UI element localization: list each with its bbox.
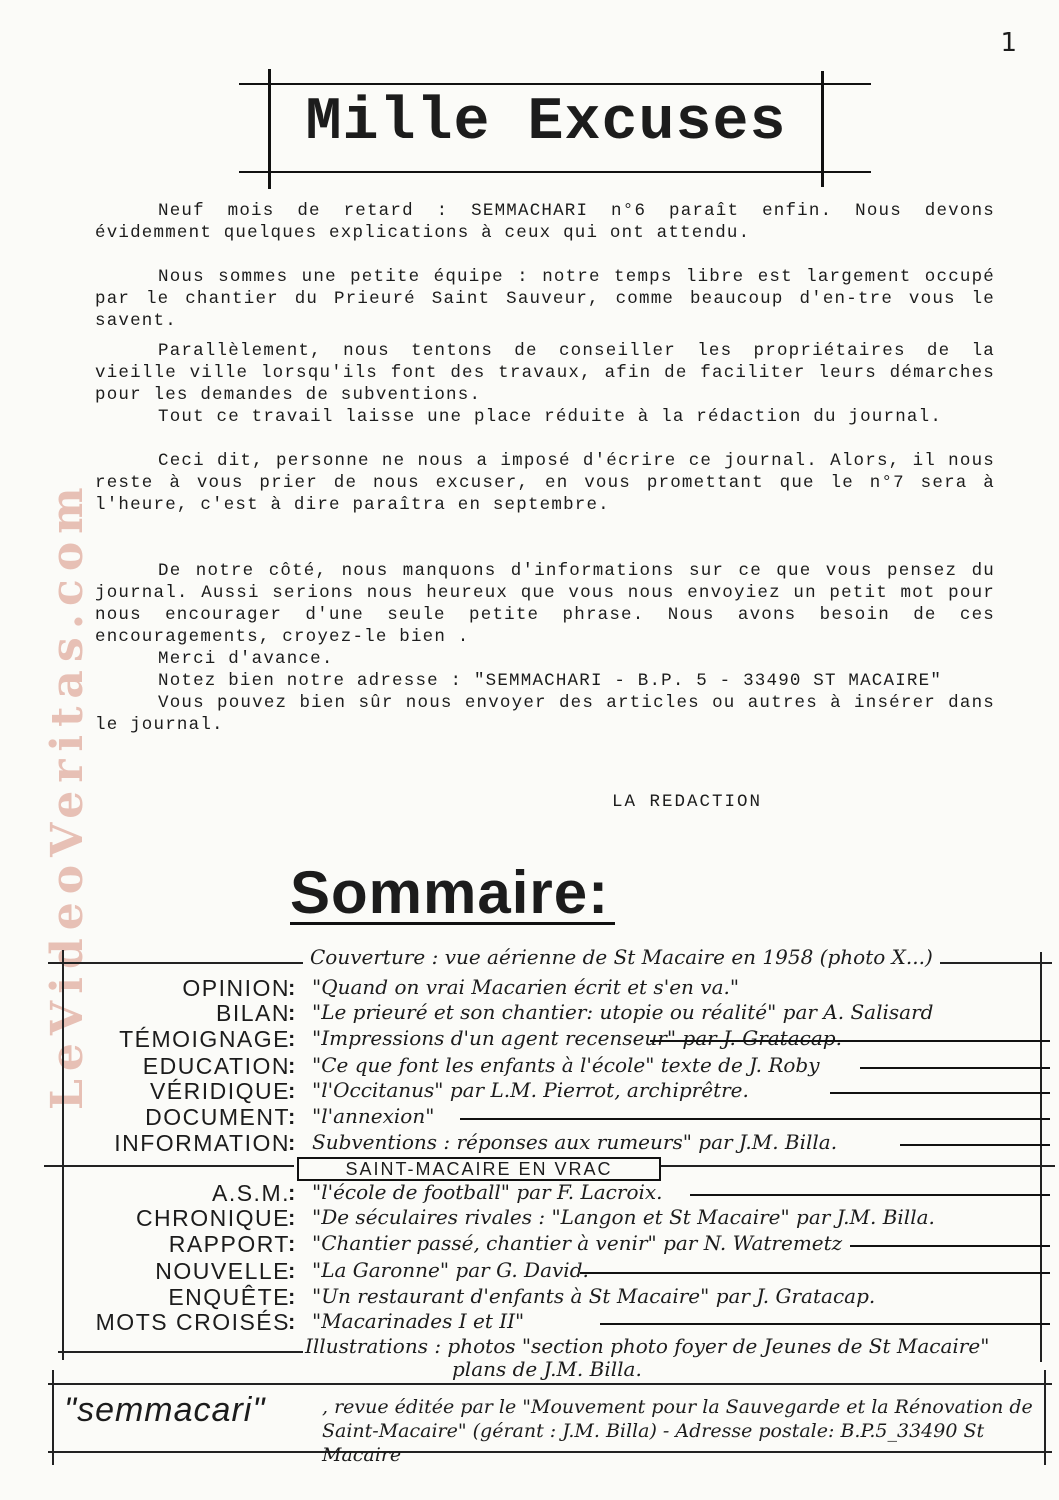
sommaire-underline — [290, 922, 615, 925]
sommaire-label: NOUVELLE — [155, 1258, 290, 1284]
sommaire-row: BILAN : "Le prieuré et son chantier: utopie ou réalité" par A. Salisard — [216, 1000, 934, 1026]
paragraph-work: Tout ce travail laisse une place réduite à la rédaction du journal. — [158, 407, 943, 427]
sommaire-label: MOTS CROISÉS — [95, 1309, 290, 1335]
sommaire-entry: "l'école de football" par F. Lacroix. — [312, 1180, 663, 1204]
page-number: 1 — [1000, 28, 1017, 58]
watermark: LeVideoVeritas.com — [42, 479, 93, 1110]
paragraph-articles: Vous pouvez bien sûr nous envoyer des articles ou autres à insérer dans le journal. — [95, 693, 995, 735]
paragraph-address: Notez bien notre adresse : "SEMMACHARI - B.P. 5 - 33490 ST MACAIRE" — [158, 671, 943, 691]
cover-caption: Couverture : vue aérienne de St Macaire en 1958 (photo X...) — [310, 945, 933, 969]
title-box — [268, 83, 824, 173]
sommaire-entry: "Chantier passé, chantier à venir" par N. Watremetz — [312, 1231, 843, 1255]
sommaire-row: DOCUMENT : "l'annexion" — [60, 1104, 1050, 1130]
illustrations-credit: Illustrations : photos "section photo foyer de Jeunes de St Macaire" — [305, 1334, 990, 1358]
page-title: Mille Excuses — [305, 89, 787, 157]
sommaire-entry: "Ce que font les enfants à l'école" texte de J. Roby — [312, 1053, 820, 1077]
sommaire-label: OPINION — [182, 975, 290, 1001]
sommaire-label: BILAN — [216, 1000, 290, 1026]
signature: LA REDACTION — [612, 792, 763, 812]
sommaire-label: DOCUMENT — [145, 1104, 290, 1130]
paragraph-advice: Parallèlement, nous tentons de conseiller les propriétaires de la vieille ville lorsqu'ils font des travaux, afin de faciliter leurs démarches pour les demandes de subventions. — [95, 341, 995, 405]
footer-box — [52, 1383, 1046, 1466]
sommaire-row: OPINION : "Quand on vrai Macarien écrit et s'en va." — [182, 975, 740, 1001]
sommaire-entry: "Quand on vrai Macarien écrit et s'en va." — [312, 975, 740, 999]
sommaire-row: NOUVELLE : "La Garonne" par G. David. — [60, 1258, 1050, 1284]
sommaire-label: VÉRIDIQUE — [149, 1078, 290, 1104]
sommaire-entry: "Le prieuré et son chantier: utopie ou réalité" par A. Salisard — [312, 1000, 934, 1024]
sommaire-label: EDUCATION — [142, 1053, 290, 1079]
sommaire-row: CHRONIQUE : "De séculaires rivales : "Langon et St Macaire" par J.M. Billa. — [135, 1205, 935, 1231]
letter-body — [95, 200, 995, 736]
journal-name: "semmacari" — [64, 1391, 266, 1429]
sommaire-entry: "Macarinades I et II" — [312, 1309, 525, 1333]
sommaire-row: ENQUÊTE : "Un restaurant d'enfants à St Macaire" par J. Gratacap. — [168, 1284, 876, 1310]
sommaire-label: RAPPORT — [168, 1231, 290, 1257]
sommaire-row: A.S.M. : "l'école de football" par F. Lacroix. — [60, 1180, 1050, 1206]
paragraph-thanks: Merci d'avance. — [158, 649, 334, 669]
sommaire-label: A.S.M. — [211, 1180, 290, 1206]
sommaire-entry: "l'annexion" — [312, 1104, 435, 1128]
sommaire-row: MOTS CROISÉS : "Macarinades I et II" — [60, 1309, 1050, 1335]
paragraph-delay: Neuf mois de retard : SEMMACHARI n°6 paraît enfin. Nous devons évidemment quelques explications à ceux qui ont attendu. — [95, 201, 995, 243]
sommaire-row: RAPPORT : "Chantier passé, chantier à venir" par N. Watremetz — [60, 1231, 1050, 1257]
sommaire-row: EDUCATION : "Ce que font les enfants à l'école" texte de J. Roby — [60, 1053, 1050, 1079]
publisher-info: , revue éditée par le "Mouvement pour la Sauvegarde et la Rénovation de Saint-Macaire" (gérant : J.M. Billa) - Adresse postale: B.P.5_33490 St Macaire — [322, 1396, 1033, 1466]
illustrations-plans: plans de J.M. Billa. — [452, 1357, 642, 1381]
sommaire-entry: "l'Occitanus" par L.M. Pierrot, archiprêtre. — [312, 1078, 749, 1102]
sommaire-label: ENQUÊTE — [168, 1284, 290, 1310]
paragraph-apology: Ceci dit, personne ne nous a imposé d'écrire ce journal. Alors, il nous reste à vous prier de nous excuser, en vous promettant que le n°7 sera à l'heure, c'est à dire paraîtra en septembre. — [95, 451, 995, 515]
section-box: SAINT-MACAIRE EN VRAC — [297, 1157, 661, 1181]
sommaire-row: VÉRIDIQUE : "l'Occitanus" par L.M. Pierrot, archiprêtre. — [60, 1078, 1050, 1104]
sommaire-entry: "La Garonne" par G. David. — [312, 1258, 589, 1282]
sommaire-label: INFORMATION — [114, 1130, 290, 1156]
sommaire-row: TÉMOIGNAGE : "Impressions d'un agent recenseur" par J. Gratacap. — [60, 1026, 1050, 1052]
sommaire-entry: "Un restaurant d'enfants à St Macaire" par J. Gratacap. — [312, 1284, 876, 1308]
sommaire-entry: "Impressions d'un agent recenseur" par J. Gratacap. — [312, 1026, 842, 1050]
sommaire-title: Sommaire: — [290, 859, 610, 926]
sommaire-entry: "De séculaires rivales : "Langon et St Macaire" par J.M. Billa. — [312, 1205, 935, 1229]
sommaire-entry: Subventions : réponses aux rumeurs" par J.M. Billa. — [312, 1130, 838, 1154]
sommaire-label: TÉMOIGNAGE — [119, 1026, 290, 1052]
sommaire-row: INFORMATION : Subventions : réponses aux rumeurs" par J.M. Billa. — [60, 1130, 1050, 1156]
paragraph-team: Nous sommes une petite équipe : notre temps libre est largement occupé par le chantier du Prieuré Saint Sauveur, comme beaucoup d'en-tre vous le savent. — [95, 267, 995, 331]
paragraph-feedback: De notre côté, nous manquons d'informations sur ce que vous pensez du journal. Aussi serions nous heureux que vous nous envoyiez un petit mot pour nous encourager d'une seule petite phrase. Nous avons besoin de ces encouragements, croyez-le bien . — [95, 561, 995, 647]
sommaire-label: CHRONIQUE — [135, 1205, 290, 1231]
